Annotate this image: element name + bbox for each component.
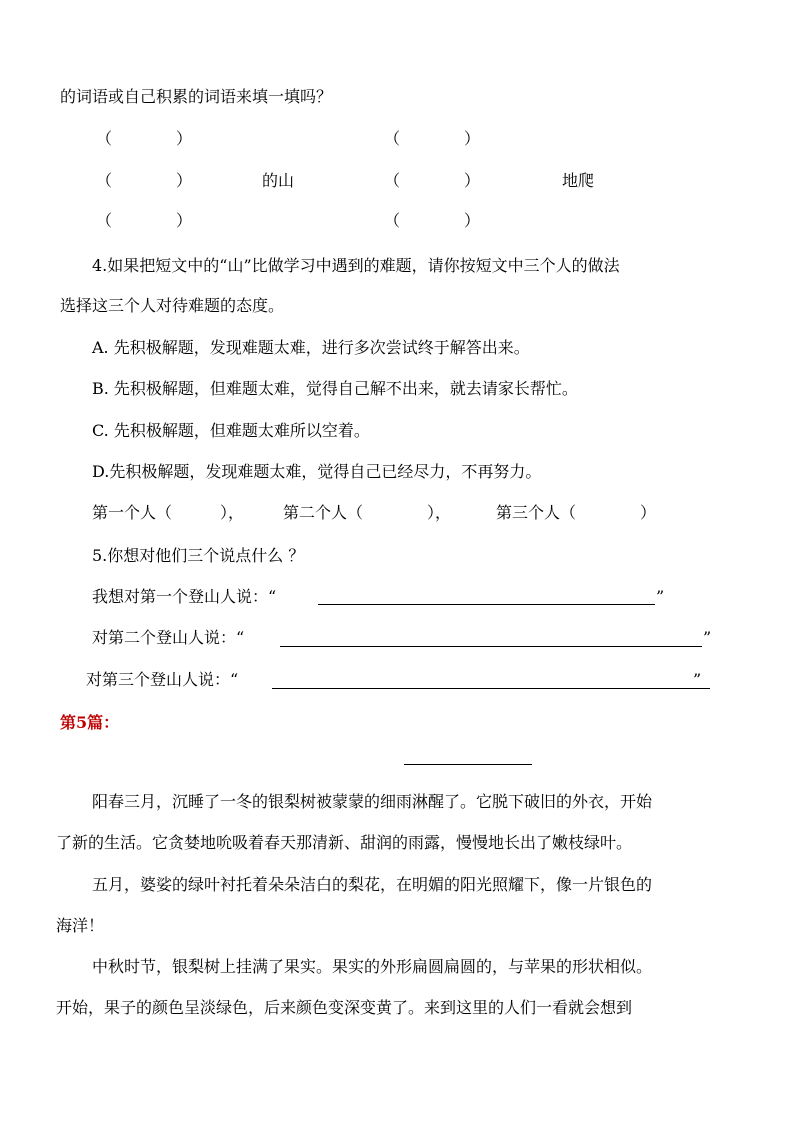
third-person-answer: 第三个人（ ） <box>496 503 657 522</box>
say-second-close-quote: ” <box>703 628 712 647</box>
option-c: C. 先积极解题，但难题太难所以空着。 <box>92 421 370 440</box>
option-d: D.先积极解题，发现难题太难，觉得自己已经尽力，不再努力。 <box>92 462 542 481</box>
blank-right-1: （ ） <box>384 129 481 148</box>
option-b: B. 先积极解题，但难题太难，觉得自己解不出来，就去请家长帮忙。 <box>92 379 578 398</box>
blank-right-2: （ ） <box>384 171 481 190</box>
say-third-underline <box>272 688 710 689</box>
blank-left-2: （ ） <box>96 171 193 190</box>
say-first-label: 我想对第一个登山人说：“ <box>92 587 277 606</box>
blank-left-1: （ ） <box>96 129 193 148</box>
title-blank-line <box>404 764 532 765</box>
passage-p3-line-1: 中秋时节，银梨树上挂满了果实。果实的外形扁圆扁圆的，与苹果的形状相似。 <box>92 957 653 976</box>
blank-left-3: （ ） <box>96 211 193 230</box>
climb-label: 地爬 <box>562 171 595 190</box>
question-5: 5.你想对他们三个说点什么 ？ <box>92 546 305 565</box>
question-4-line-1: 4.如果把短文中的“山”比做学习中遇到的难题，请你按短文中三个人的做法 <box>92 256 620 275</box>
section-5-heading: 第5篇： <box>60 713 120 732</box>
say-second-underline <box>280 646 702 647</box>
passage-p1-line-1: 阳春三月，沉睡了一冬的银梨树被蒙蒙的细雨淋醒了。它脱下破旧的外衣，开始 <box>92 792 653 811</box>
passage-p2-line-1: 五月，婆娑的绿叶衬托着朵朵洁白的梨花，在明媚的阳光照耀下，像一片银色的 <box>92 875 653 894</box>
blank-right-3: （ ） <box>384 211 481 230</box>
passage-p3-line-2: 开始，果子的颜色呈淡绿色，后来颜色变深变黄了。来到这里的人们一看就会想到 <box>56 998 633 1017</box>
option-a: A. 先积极解题，发现难题太难，进行多次尝试终于解答出来。 <box>92 338 530 357</box>
first-person-answer: 第一个人（ ）， <box>92 503 245 522</box>
passage-p1-line-2: 了新的生活。它贪婪地吮吸着春天那清新、甜润的雨露，慢慢地长出了嫩枝绿叶。 <box>56 833 633 852</box>
question-4-line-2: 选择这三个人对待难题的态度。 <box>60 296 285 315</box>
say-first-close-quote: ” <box>656 587 665 606</box>
say-second-label: 对第二个登山人说：“ <box>92 628 245 647</box>
say-third-label: 对第三个登山人说：“ <box>86 670 239 689</box>
say-third-close-quote: ” <box>693 670 702 689</box>
intro-line: 的词语或自己积累的词语来填一填吗？ <box>60 87 333 106</box>
passage-p2-line-2: 海洋！ <box>56 916 105 935</box>
second-person-answer: 第二个人（ ）， <box>283 503 452 522</box>
mountain-label: 的山 <box>262 171 295 190</box>
say-first-underline <box>318 604 655 605</box>
